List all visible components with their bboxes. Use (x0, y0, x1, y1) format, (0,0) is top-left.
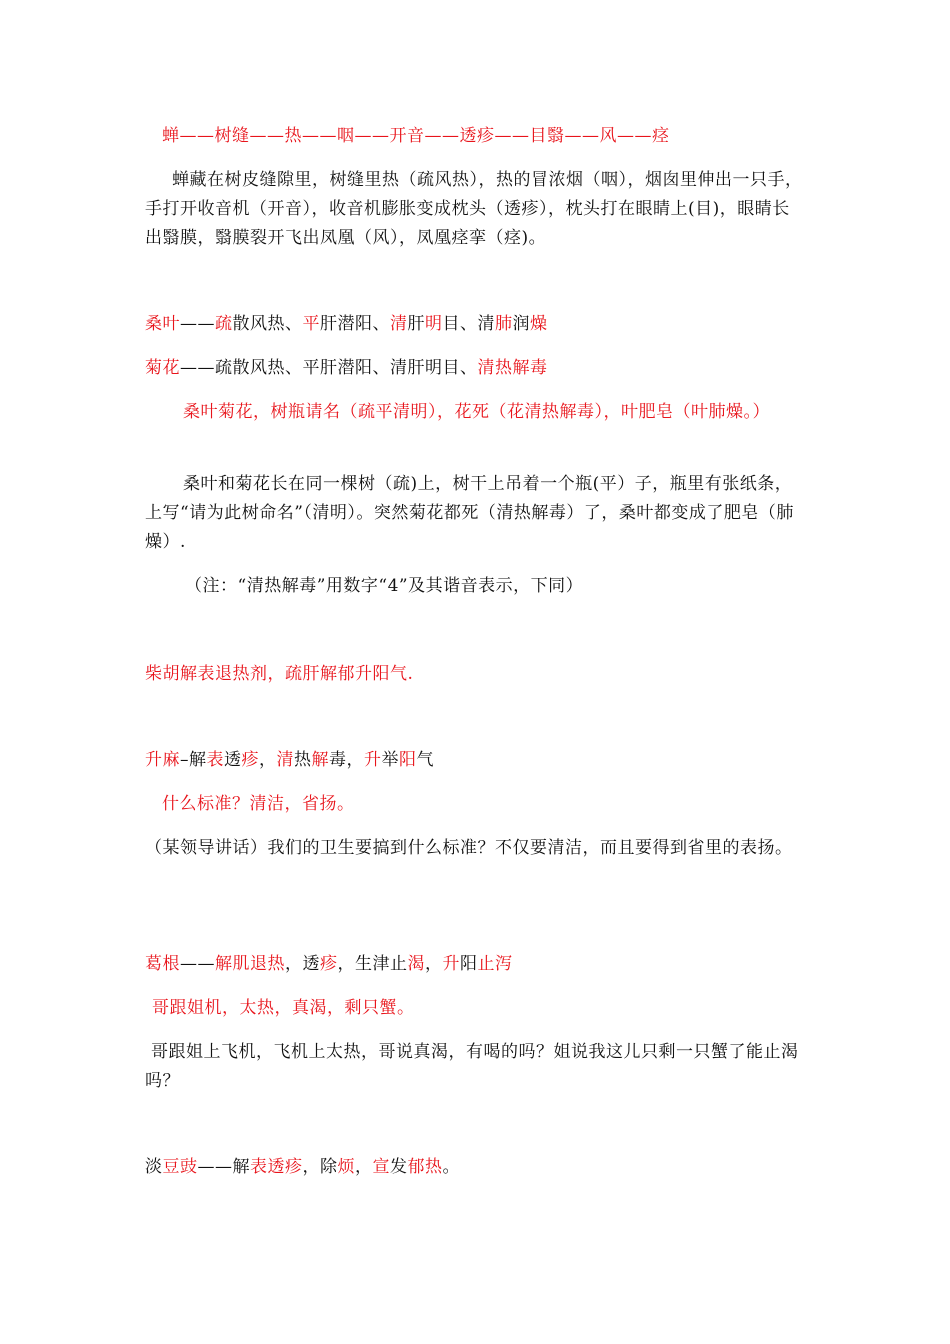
keyword: 解肌退热 (215, 954, 285, 974)
herb-name: 升麻 (145, 750, 180, 770)
text: 热 (294, 750, 312, 770)
keyword: 疹 (320, 954, 338, 974)
herb-name: 菊花 (145, 358, 180, 378)
text: ，生津止 (337, 954, 408, 974)
keyword: 表 (206, 750, 224, 770)
keyword: 疹 (241, 750, 259, 770)
keyword: 清 (276, 750, 294, 770)
gegen-line (145, 950, 807, 979)
shengma-story: （某领导讲话）我们的卫生要搞到什么标准？不仅要清洁，而且要得到省里的表扬。 (145, 838, 793, 858)
text: 润 (512, 314, 530, 334)
keyword: 清 (390, 314, 408, 334)
text: 阳 (460, 954, 478, 974)
keyword: 燥 (530, 314, 548, 334)
juhua-line (145, 354, 807, 383)
sangju-story: 桑叶和菊花长在同一棵树（疏)上，树干上吊着一个瓶(平）子，瓶里有张纸条，上写“请为此树命名”（清明）。突然菊花都死（清热解毒）了，桑叶都变成了肥皂（肺燥）. (145, 474, 794, 552)
dash: —— (180, 314, 215, 334)
text: ——疏散风热、平肝潜阳、清肝明目、 (180, 358, 478, 378)
shengma-line (145, 746, 807, 775)
keyword: 清热解毒 (477, 358, 548, 378)
text: 肝 (407, 314, 425, 334)
dash: —— (180, 954, 215, 974)
herb-name: 豆豉 (162, 1157, 198, 1177)
gegen-story: 哥跟姐上飞机，飞机上太热，哥说真渴，有喝的吗？姐说我这儿只剩一只蟹了能止渴吗？ (145, 1042, 799, 1091)
keyword: 升 (442, 954, 460, 974)
text: 。 (442, 1157, 460, 1177)
text: ， (355, 1157, 373, 1177)
keyword: 阳 (399, 750, 417, 770)
text: ， (425, 954, 443, 974)
keyword: 渴 (407, 954, 425, 974)
text: 肝潜阳、 (320, 314, 390, 334)
text: ，透 (285, 954, 320, 974)
keyword: 解 (311, 750, 329, 770)
sangju-mnemonic: 桑叶菊花，树瓶请名（疏平清明），花死（花清热解毒），叶肥皂（叶肺燥。） (183, 402, 770, 422)
herb-name: 葛根 (145, 954, 180, 974)
text: 散风热、 (232, 314, 303, 334)
text: 透 (224, 750, 242, 770)
text: –解 (180, 750, 207, 770)
keyword: 升 (364, 750, 382, 770)
text: ， (259, 750, 277, 770)
keyword: 明 (425, 314, 443, 334)
herb-name: 桑叶 (145, 314, 180, 334)
keyword: 肺 (495, 314, 513, 334)
text: ——解 (197, 1157, 250, 1177)
text: 举 (381, 750, 399, 770)
keyword: 表透疹 (250, 1157, 303, 1177)
dandouchi-line (145, 1153, 807, 1182)
gegen-mnemonic: 哥跟姐机，太热，真渴，剩只蟹。 (152, 998, 415, 1018)
keyword: 郁热 (407, 1157, 443, 1177)
keyword: 烦 (337, 1157, 355, 1177)
chaihu-line: 柴胡解表退热剂，疏肝解郁升阳气. (145, 664, 414, 684)
keyword: 止泻 (477, 954, 513, 974)
keyword: 平 (302, 314, 320, 334)
text: 目、清 (442, 314, 495, 334)
text: 发 (390, 1157, 408, 1177)
keyword: 宣 (372, 1157, 390, 1177)
keyword: 疏 (215, 314, 233, 334)
text: 毒， (329, 750, 364, 770)
shengma-mnemonic: 什么标准？清洁，省扬。 (162, 794, 355, 814)
sangju-note: （注：“清热解毒”用数字“4”及其谐音表示，下同） (185, 576, 584, 596)
cicada-heading: 蝉——树缝——热——咽——开音——透疹——目翳——风——痉 (162, 126, 670, 146)
text: 淡 (145, 1157, 163, 1177)
text: ，除 (302, 1157, 338, 1177)
sangye-line (145, 310, 807, 339)
cicada-story: 蝉藏在树皮缝隙里，树缝里热（疏风热），热的冒浓烟（咽），烟囱里伸出一只手，手打开收音机（开音），收音机膨胀变成枕头（透疹），枕头打在眼睛上(目)，眼睛长出翳膜，翳膜裂开飞出凤凰（风），凤凰痉挛（痉)。 (145, 170, 803, 248)
text: 气 (416, 750, 434, 770)
